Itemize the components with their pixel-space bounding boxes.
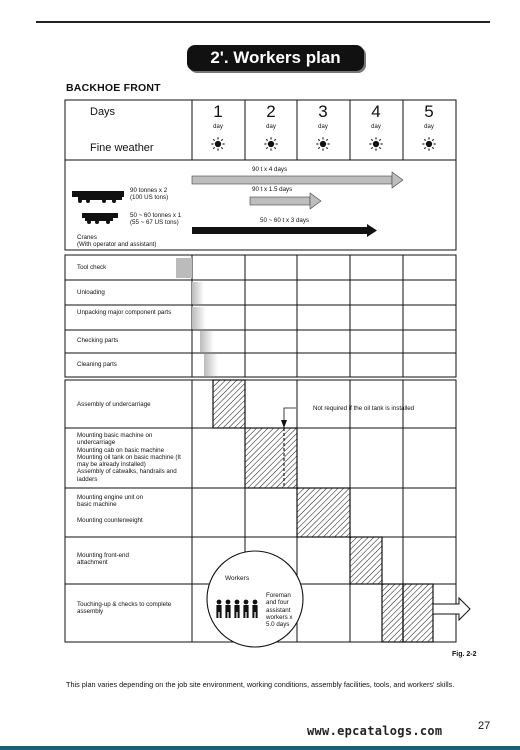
footnote: This plan varies depending on the job site environment, working conditions, assembly facilities, tools, and workers' skills. <box>66 680 455 689</box>
crane2-tonnage: 50 ~ 60 tonnes x 1 <box>130 212 182 219</box>
crane-bar-2 <box>250 193 321 209</box>
task-unpacking: Unpacking major component parts <box>77 309 172 316</box>
crane-large-icon <box>72 191 124 203</box>
sun-icon <box>316 137 330 151</box>
figure-number: Fig. 2-2 <box>452 651 477 658</box>
weather-label: Fine weather <box>90 142 154 154</box>
task-mount-basic-machine: Mounting basic machine on undercarriage <box>77 432 153 447</box>
workers-title: Workers <box>225 575 250 582</box>
oil-tank-note: Not required if the oil tank is installed <box>313 405 415 412</box>
crane2-us-tons: (55 ~ 67 US tons) <box>130 219 179 227</box>
day-word-3: day <box>318 124 328 130</box>
sun-icon <box>422 137 436 151</box>
watermark: www.epcatalogs.com <box>307 724 443 738</box>
task-catwalks: Assembly of catwalks, handrails and ladders <box>77 468 177 483</box>
task-cleaning-parts: Cleaning parts <box>77 361 117 368</box>
cranes-caption-note: (With operator and assistant) <box>77 241 157 249</box>
crane2-spec <box>130 212 181 227</box>
day-word-5: day <box>424 124 434 130</box>
task-mount-cab: Mounting cab on basic machine <box>77 446 165 454</box>
continue-arrow <box>433 598 470 620</box>
task-checking-parts: Checking parts <box>77 337 119 344</box>
day-number-2: 2 <box>266 102 276 121</box>
crane1-us-tons: (100 US tons) <box>130 194 169 202</box>
day-word-1: day <box>213 124 223 130</box>
crane-bar-3 <box>192 224 377 237</box>
crane-bar-2-label: 90 t x 1.5 days <box>252 186 293 193</box>
page-title: 2'. Workers plan <box>187 45 364 71</box>
page-number: 27 <box>478 720 491 732</box>
day-word-2: day <box>266 124 276 130</box>
days-label: Days <box>90 106 116 118</box>
sun-icon <box>264 137 278 151</box>
section-label: BACKHOE FRONT <box>66 82 161 94</box>
crane-bar-1 <box>192 172 403 188</box>
task-mount-oil-tank: Mounting oil tank on basic machine (It may be already installed) <box>77 453 181 469</box>
sun-icon <box>369 137 383 151</box>
sun-icon <box>211 137 225 151</box>
task-touch-up: Touching-up & checks to complete assembly <box>77 601 172 616</box>
task-undercarriage: Assembly of undercarriage <box>77 401 151 408</box>
crane-bar-1-label: 90 t x 4 days <box>252 166 288 173</box>
task-front-end: Mounting front-end attachment <box>77 552 129 567</box>
bottom-rule <box>0 746 520 750</box>
day-number-1: 1 <box>213 102 223 121</box>
crane-bar-3-label: 50 ~ 60 t x 3 days <box>260 217 310 224</box>
workers-note: Foreman and four assistant workers x 5.0 days <box>266 592 293 629</box>
cranes-caption-title: Cranes <box>77 234 97 241</box>
day-number-4: 4 <box>371 102 381 121</box>
task-counterweight: Mounting counterweight <box>77 517 143 524</box>
crane1-tonnage: 90 tonnes x 2 <box>130 187 168 194</box>
task-unloading: Unloading <box>77 289 105 296</box>
task-group-basic <box>77 432 185 483</box>
task-mount-engine: Mounting engine unit on basic machine <box>77 494 144 509</box>
day-number-3: 3 <box>318 102 328 121</box>
crane1-spec <box>130 187 168 202</box>
task-tool-check: Tool check <box>77 264 107 271</box>
cranes-caption <box>77 234 156 249</box>
crane-small-icon <box>82 213 118 224</box>
day-number-5: 5 <box>424 102 434 121</box>
day-word-4: day <box>371 124 381 130</box>
